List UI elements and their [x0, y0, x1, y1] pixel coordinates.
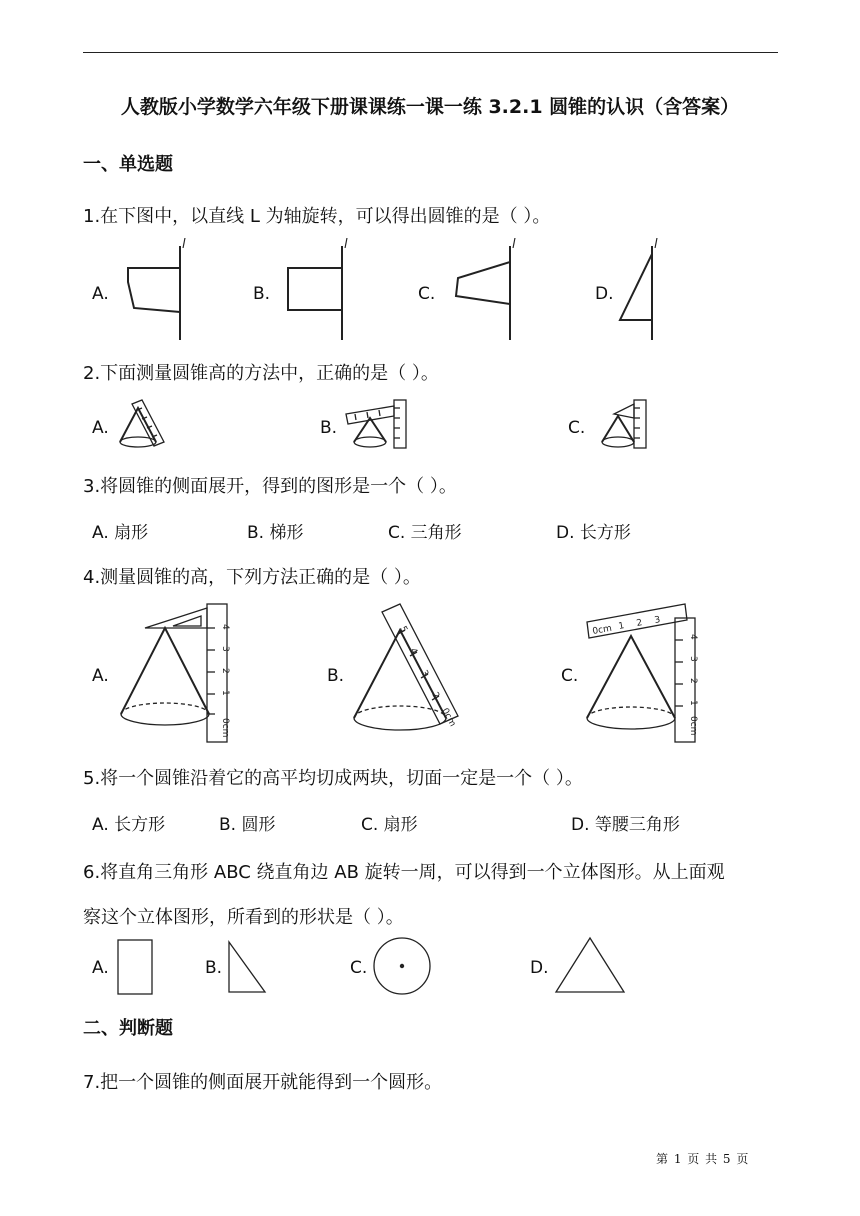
q3-option-b: B. 梯形 [247, 523, 304, 543]
ruler-tick: 3 [220, 646, 230, 652]
ruler-tick: 3 [688, 656, 698, 662]
q5-option-d: D. 等腰三角形 [571, 815, 680, 835]
q2-option-b-label: B. [320, 418, 338, 438]
section-heading-single-choice: 一、单选题 [83, 154, 173, 175]
q1-figure-d [612, 238, 672, 343]
q2-option-c-label: C. [568, 418, 586, 438]
ruler-tick: 2 [635, 618, 644, 629]
q2-option-a-label: A. [92, 418, 109, 438]
ruler-tick: 3 [653, 615, 662, 626]
q1-option-d-label: D. [595, 284, 614, 304]
axis-label: l [654, 237, 658, 252]
question-6-line-2: 察这个立体图形，所看到的形状是（ ）。 [83, 907, 404, 928]
ruler-tick: 2 [429, 690, 441, 701]
q3-option-a: A. 扇形 [92, 523, 149, 543]
ruler-tick: 0cm [688, 716, 698, 736]
q1-option-a-label: A. [92, 284, 109, 304]
ruler-tick: 1 [617, 621, 626, 632]
question-2: 2.下面测量圆锥高的方法中，正确的是（ ）。 [83, 363, 439, 384]
section-heading-true-false: 二、判断题 [83, 1018, 173, 1039]
question-3: 3.将圆锥的侧面展开，得到的图形是一个（ ）。 [83, 476, 457, 497]
ruler-tick: 5 [397, 624, 409, 635]
ruler-tick: 0cm [220, 718, 230, 738]
q5-option-b: B. 圆形 [219, 815, 276, 835]
q6-option-a-label: A. [92, 958, 109, 978]
ruler-tick: 2 [688, 678, 698, 684]
q4-option-c-label: C. [561, 666, 579, 686]
q1-option-b-label: B. [253, 284, 271, 304]
q6-option-d-label: D. [530, 958, 549, 978]
ruler-tick: 3 [418, 668, 430, 679]
q2-figure-c [596, 398, 656, 453]
q6-right-triangle-figure [225, 938, 270, 996]
q6-triangle-figure [552, 934, 628, 996]
q6-rectangle-figure [115, 938, 155, 996]
document-title: 人教版小学数学六年级下册课课练一课一练 3.2.1 圆锥的认识（含答案） [120, 96, 740, 118]
q5-option-a: A. 长方形 [92, 815, 166, 835]
q2-figure-b [340, 398, 415, 453]
q1-figure-c [450, 238, 525, 343]
page-footer: 第 1 页 共 5 页 [656, 1152, 750, 1166]
q1-option-c-label: C. [418, 284, 436, 304]
q6-option-c-label: C. [350, 958, 368, 978]
ruler-tick: 4 [688, 634, 698, 640]
q1-figure-b [280, 238, 355, 343]
ruler-tick: 4 [407, 646, 419, 657]
q2-figure-a [112, 398, 172, 453]
q4-figure-b [350, 600, 475, 745]
question-7: 7.把一个圆锥的侧面展开就能得到一个圆形。 [83, 1072, 443, 1093]
ruler-tick: 1 [688, 700, 698, 706]
q6-circle-figure [372, 936, 434, 998]
ruler-tick: 4 [220, 624, 230, 630]
q1-figure-a [120, 238, 195, 343]
question-4: 4.测量圆锥的高，下列方法正确的是（ ）。 [83, 567, 421, 588]
ruler-tick: 0cm [439, 706, 458, 729]
q4-figure-c [583, 600, 708, 745]
axis-label: l [182, 237, 186, 252]
ruler-tick: 0cm [591, 623, 613, 637]
question-6-line-1: 6.将直角三角形 ABC 绕直角边 AB 旋转一周，可以得到一个立体图形。从上面观 [83, 862, 725, 883]
q3-option-c: C. 三角形 [388, 523, 462, 543]
question-1: 1.在下图中，以直线 L 为轴旋转，可以得出圆锥的是（ ）。 [83, 206, 551, 227]
q4-figure-a [115, 600, 240, 745]
ruler-tick: 1 [220, 690, 230, 696]
axis-label: l [344, 237, 348, 252]
q4-option-a-label: A. [92, 666, 109, 686]
q3-option-d: D. 长方形 [556, 523, 631, 543]
q4-option-b-label: B. [327, 666, 345, 686]
question-5: 5.将一个圆锥沿着它的高平均切成两块，切面一定是一个（ ）。 [83, 768, 583, 789]
q6-option-b-label: B. [205, 958, 223, 978]
axis-label: l [512, 237, 516, 252]
q5-option-c: C. 扇形 [361, 815, 418, 835]
ruler-tick: 2 [220, 668, 230, 674]
header-rule [83, 52, 778, 53]
